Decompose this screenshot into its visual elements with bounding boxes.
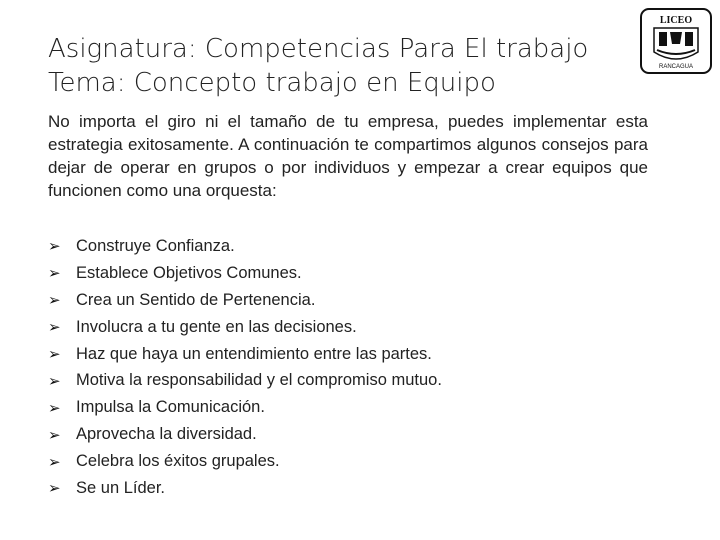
title-line-subject: Asignatura: Competencias Para El trabajo xyxy=(48,34,589,64)
arrow-bullet-icon: ➢ xyxy=(48,291,61,310)
list-item-text: Haz que haya un entendimiento entre las partes. xyxy=(76,344,432,363)
arrow-bullet-icon: ➢ xyxy=(48,425,61,444)
list-item xyxy=(48,260,668,287)
school-crest-icon xyxy=(640,8,712,74)
list-item-text: Aprovecha la diversidad. xyxy=(76,425,257,444)
tips-list xyxy=(48,233,668,502)
arrow-bullet-icon: ➢ xyxy=(48,264,61,283)
list-item-text: Celebra los éxitos grupales. xyxy=(76,452,280,471)
arrow-bullet-icon: ➢ xyxy=(48,371,61,390)
list-item xyxy=(48,421,668,448)
arrow-bullet-icon: ➢ xyxy=(48,398,61,417)
arrow-bullet-icon: ➢ xyxy=(48,318,61,337)
title-line-topic: Tema: Concepto trabajo en Equipo xyxy=(48,68,496,98)
list-item xyxy=(48,475,668,502)
logo-top-text: LICEO xyxy=(659,15,693,26)
list-item-text: Crea un Sentido de Pertenencia. xyxy=(76,290,316,309)
list-item xyxy=(48,314,668,341)
arrow-bullet-icon: ➢ xyxy=(48,479,61,498)
list-item-text: Impulsa la Comunicación. xyxy=(76,398,265,417)
list-item xyxy=(48,394,668,421)
school-logo xyxy=(640,8,712,74)
arrow-bullet-icon: ➢ xyxy=(48,237,61,256)
list-item-text: Motiva la responsabilidad y el compromiso mutuo. xyxy=(76,371,442,390)
list-item-text: Se un Líder. xyxy=(76,478,165,497)
list-item xyxy=(48,448,668,475)
list-item-text: Establece Objetivos Comunes. xyxy=(76,263,302,282)
list-item xyxy=(48,287,668,314)
list-item-text: Involucra a tu gente en las decisiones. xyxy=(76,317,357,336)
arrow-bullet-icon: ➢ xyxy=(48,452,61,471)
list-item-text: Construye Confianza. xyxy=(76,236,235,255)
slide-title xyxy=(48,32,618,100)
list-item xyxy=(48,233,668,260)
list-item xyxy=(48,367,668,394)
intro-paragraph: No importa el giro ni el tamaño de tu empresa, puedes implementar esta estrategia exitosamente. A continuación te compartimos algunos consejos para dejar de operar en grupos o por individuos y empezar a crear equipos que funcionen como una orquesta: xyxy=(48,112,648,200)
list-item xyxy=(48,341,668,368)
logo-bottom-text: RANCAGUA xyxy=(658,64,694,70)
arrow-bullet-icon: ➢ xyxy=(48,345,61,363)
